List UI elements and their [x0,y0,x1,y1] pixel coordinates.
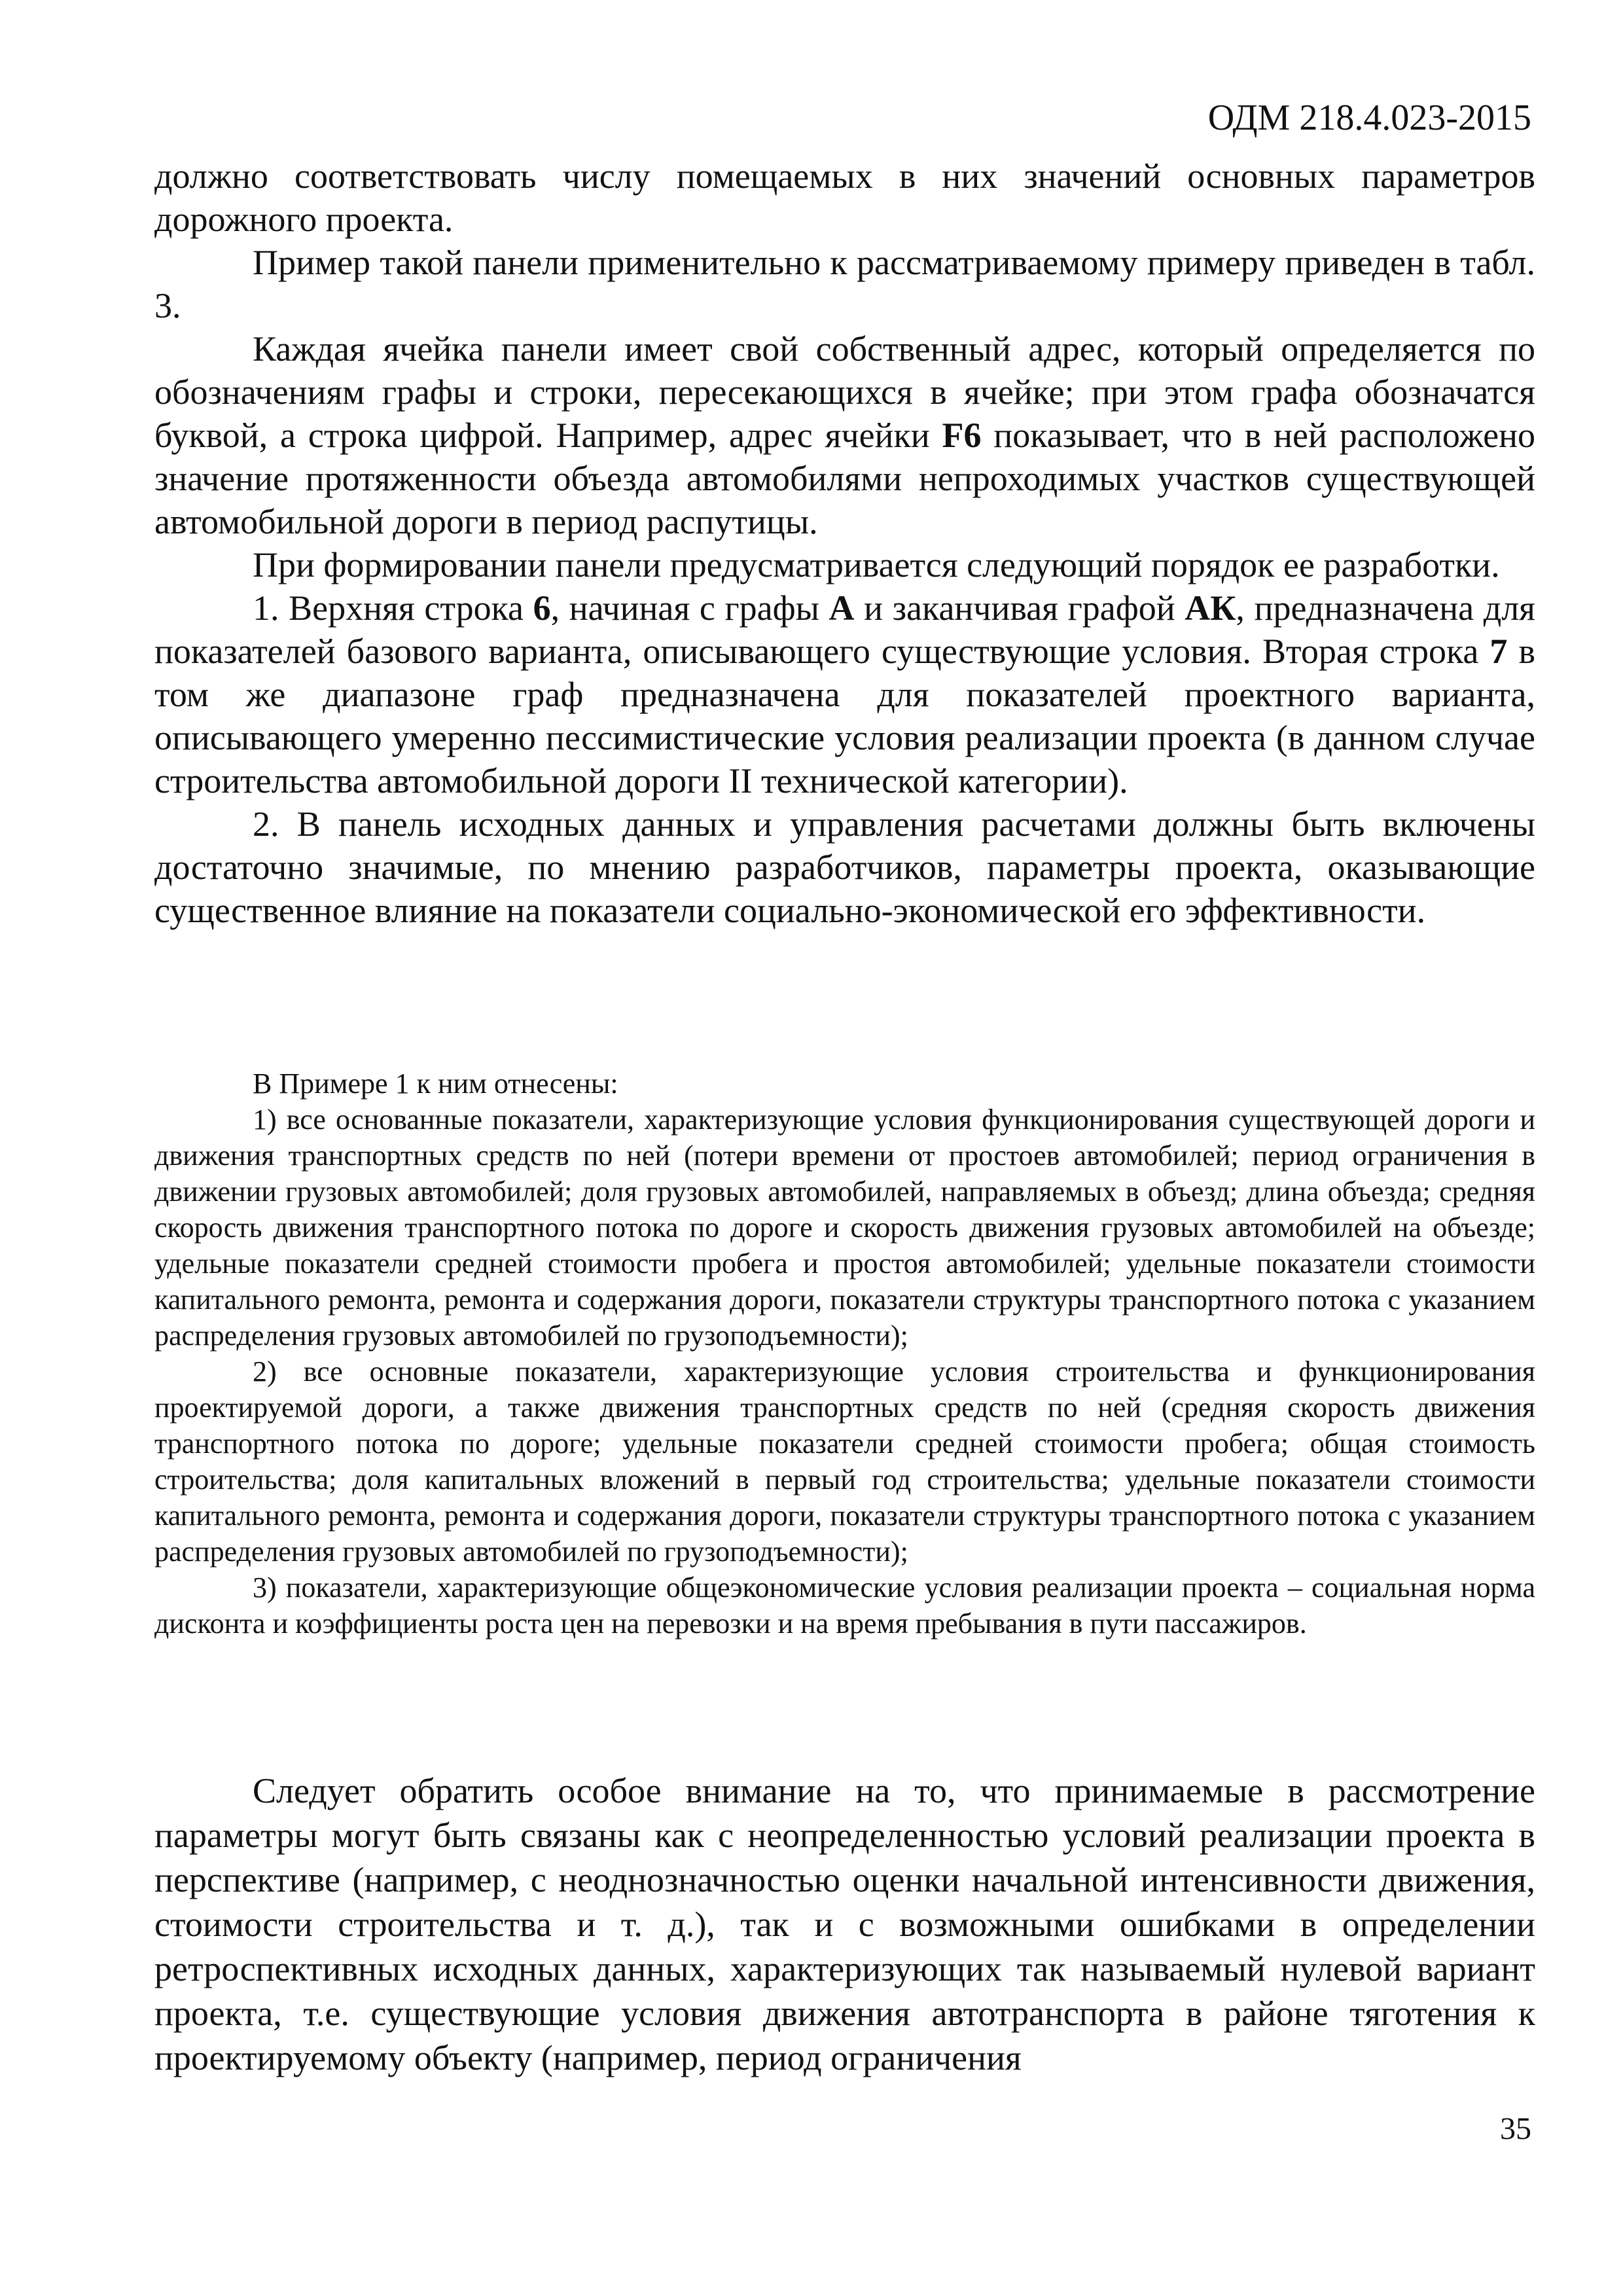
text-span: показывает, что в ней расположено значение протяженности объезда автомобилями непроходимых участков существующей автомобильной дороги в период распутицы. [154,416,1535,541]
example-item-2: 2) все основные показатели, характеризующие условия строительства и функционирования проектируемой дороги, а также движения транспортных средств по ней (средняя скорость движения транспортного потока по дороге; удельные показатели средней стоимости пробега; общая стоимость строительства; доля капитальных вложений в первый год строительства; удельные показатели стоимости капитального ремонта, ремонта и содержания дороги, показатели структуры транспортного потока с указанием распределения грузовых автомобилей по грузоподъемности); [154,1355,1535,1568]
text-span: в том же диапазоне граф предназначена для показателей проектного варианта, описывающего умеренно пессимистические условия реализации проекта (в данном случае строительства автомобильной дороги II технической категории). [154,632,1535,800]
example-item-3: 3) показатели, характеризующие общеэкономические условия реализации проекта – социальная норма дисконта и коэффициенты роста цен на перевозки и на время пребывания в пути пассажиров. [154,1571,1535,1640]
text-span: , предназначена для показателей базового варианта, описывающего существующие условия. Вторая строка [154,588,1535,671]
column-letter-bold: А [829,588,855,628]
cell-address-bold: F6 [942,416,982,455]
column-letter-bold: АК [1185,588,1236,628]
text-span: Каждая ячейка панели имеет свой собственный адрес, который определяется по обозначениям графы и строки, пересекающихся в ячейке; при этом графа обозначатся буквой, а строка цифрой. Например, адрес ячейки [154,329,1535,455]
paragraph-continuation: должно соответствовать числу помещаемых в них значений основных параметров дорожного проекта. [154,156,1535,239]
paragraph-step-2: 2. В панель исходных данных и управления расчетами должны быть включены достаточно значимые, по мнению разработчиков, параметры проекта, оказывающие существенное влияние на показатели социально-экономической его эффективности. [154,804,1535,930]
paragraph-panel-order: При формировании панели предусматривается следующий порядок ее разработки. [253,545,1500,584]
row-number-bold: 6 [533,588,551,628]
page-number: 35 [1500,2111,1531,2146]
main-text-section [154,154,1535,932]
text-span: 1. Верхняя строка [253,588,533,628]
row-number-bold: 7 [1489,632,1508,671]
paragraph-cell-address [154,327,1535,543]
paragraph-table-reference: Пример такой панели применительно к рассматриваемому примеру приведен в табл. 3. [154,243,1535,325]
example-block [154,1066,1535,1641]
example-intro: В Примере 1 к ним отнесены: [253,1067,618,1100]
example-item-1: 1) все основанные показатели, характеризующие условия функционирования существующей дороги и движения транспортных средств по ней (потери времени от простоев автомобилей; период ограничения в движении грузовых автомобилей; доля грузовых автомобилей, направляемых в объезд; длина объезда; средняя скорость движения транспортного потока по дороге и скорость движения грузовых автомобилей на объезде; удельные показатели средней стоимости пробега и простоя автомобилей; удельные показатели стоимости капитального ремонта, ремонта и содержания дороги, показатели структуры транспортного потока с указанием распределения грузовых автомобилей по грузоподъемности); [154,1103,1535,1352]
paragraph-closing: Следует обратить особое внимание на то, что принимаемые в рассмотрение параметры могут быть связаны как с неопределенностью условий реализации проекта в перспективе (например, с неоднозначностью оценки начальной интенсивности движения, стоимости строительства и т. д.), так и с возможными ошибками в определении ретроспективных исходных данных, характеризующих так называемый нулевой вариант проекта, т.е. существующие условия движения автотранспорта в районе тяготения к проектируемому объекту (например, период ограничения [154,1771,1535,2077]
closing-section [154,1768,1535,2080]
text-span: и заканчивая графой [854,588,1185,628]
text-span: , начиная с графы [550,588,829,628]
paragraph-step-1 [154,586,1535,802]
document-code-header: ОДМ 218.4.023-2015 [1207,98,1531,138]
